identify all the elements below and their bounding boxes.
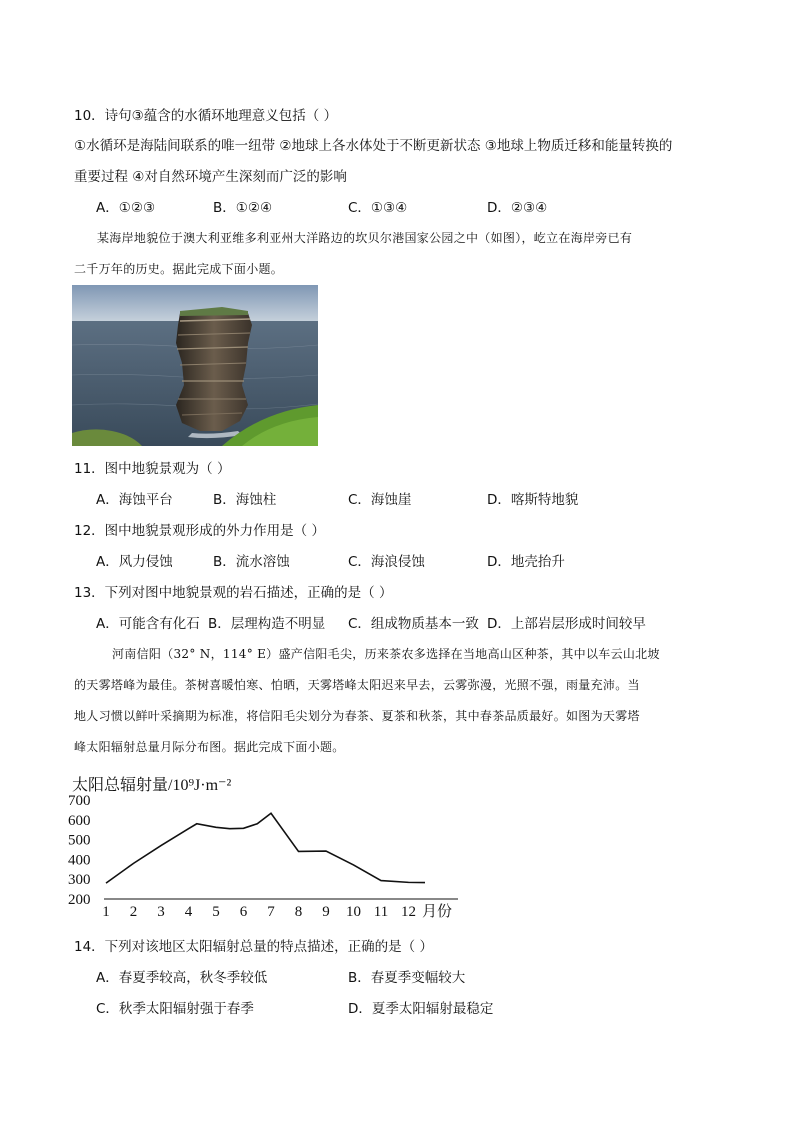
q10-stem: 10．诗句③蕴含的水循环地理意义包括（ ） (74, 108, 338, 124)
chart-ytick-label: 400 (68, 852, 91, 869)
chart-xlabel: 月份 (422, 904, 453, 920)
intro2-line2: 的天雾塔峰为最佳。茶树喜暖怕寒、怕晒，天雾塔峰太阳迟来早去，云雾弥漫，光照不强，雨量充沛。当 (74, 678, 640, 692)
chart-xtick-label: 1 (102, 904, 110, 920)
q10-option-c: C．①③④ (348, 200, 408, 216)
q12-option-c: C．海浪侵蚀 (348, 554, 425, 570)
intro2-line4: 峰太阳辐射总量月际分布图。据此完成下面小题。 (74, 740, 345, 754)
q11-option-c: C．海蚀崖 (348, 492, 412, 508)
radiation-chart (66, 770, 466, 920)
chart-ytick-label: 300 (68, 872, 91, 889)
q13-option-b: B．层理构造不明显 (208, 616, 326, 632)
q11-stem: 11．图中地貌景观为（ ） (74, 461, 231, 477)
chart-xtick-label: 4 (184, 904, 193, 920)
sea-stack-photo (72, 285, 318, 446)
chart-ytick-label: 200 (68, 892, 91, 908)
chart-xtick-label: 8 (294, 904, 303, 920)
chart-xtick-label: 2 (129, 904, 138, 920)
q13-option-a: A．可能含有化石 (96, 616, 200, 632)
q13-option-d: D．上部岩层形成时间较早 (487, 616, 646, 632)
q11-option-a: A．海蚀平台 (96, 492, 173, 508)
q10-statements-line2: 重要过程 ④对自然环境产生深刻而广泛的影响 (74, 169, 347, 185)
q11-option-b: B．海蚀柱 (213, 492, 277, 508)
chart-xtick-label: 11 (373, 904, 389, 920)
q12-option-d: D．地壳抬升 (487, 554, 565, 570)
chart-ytick-label: 600 (68, 812, 91, 829)
q14-option-d: D．夏季太阳辐射最稳定 (348, 1001, 494, 1017)
chart-ytick-label: 500 (68, 832, 91, 849)
q10-option-b: B．①②④ (213, 200, 273, 216)
q10-option-d: D．②③④ (487, 200, 548, 216)
q12-stem: 12．图中地貌景观形成的外力作用是（ ） (74, 523, 325, 539)
chart-series-line (106, 813, 425, 883)
chart-yticks (68, 793, 91, 908)
q10-statements-line1: ①水循环是海陆间联系的唯一纽带 ②地球上各水体处于不断更新状态 ③地球上物质迁移和能量转换的 (74, 138, 673, 154)
chart-xtick-label: 7 (267, 904, 275, 920)
chart-xticks (102, 904, 416, 920)
intro1-line1: 某海岸地貌位于澳大利亚维多利亚州大洋路边的坎贝尔港国家公园之中（如图），屹立在海岸旁已有 (97, 231, 633, 245)
chart-ylabel: 太阳总辐射量/10⁹J·m⁻² (72, 777, 232, 794)
chart-xtick-label: 10 (346, 904, 361, 920)
intro1-line2: 二千万年的历史。据此完成下面小题。 (74, 262, 284, 276)
q14-option-b: B．春夏季变幅较大 (348, 970, 466, 986)
q12-option-a: A．风力侵蚀 (96, 554, 173, 570)
q13-stem: 13．下列对图中地貌景观的岩石描述，正确的是（ ） (74, 585, 393, 601)
chart-xtick-label: 3 (157, 904, 165, 920)
q14-stem: 14．下列对该地区太阳辐射总量的特点描述，正确的是（ ） (74, 939, 433, 955)
chart-xtick-label: 12 (401, 904, 416, 920)
chart-ytick-label: 700 (68, 793, 91, 809)
q10-option-a: A．①②③ (96, 200, 156, 216)
q14-option-a: A．春夏季较高，秋冬季较低 (96, 970, 268, 986)
intro2-line1: 河南信阳（32° N，114° E）盛产信阳毛尖，历来茶农多选择在当地高山区种茶，其中以车云山北坡 (112, 647, 660, 661)
q14-option-c: C．秋季太阳辐射强于春季 (96, 1001, 254, 1017)
chart-xtick-label: 6 (239, 904, 248, 920)
q13-option-c: C．组成物质基本一致 (348, 616, 479, 632)
q12-option-b: B．流水溶蚀 (213, 554, 290, 570)
chart-xtick-label: 5 (212, 904, 220, 920)
intro2-line3: 地人习惯以鲜叶采摘期为标准，将信阳毛尖划分为春茶、夏茶和秋茶，其中春茶品质最好。如图为天雾塔 (74, 709, 640, 723)
chart-xtick-label: 9 (322, 904, 330, 920)
q11-option-d: D．喀斯特地貌 (487, 492, 579, 508)
